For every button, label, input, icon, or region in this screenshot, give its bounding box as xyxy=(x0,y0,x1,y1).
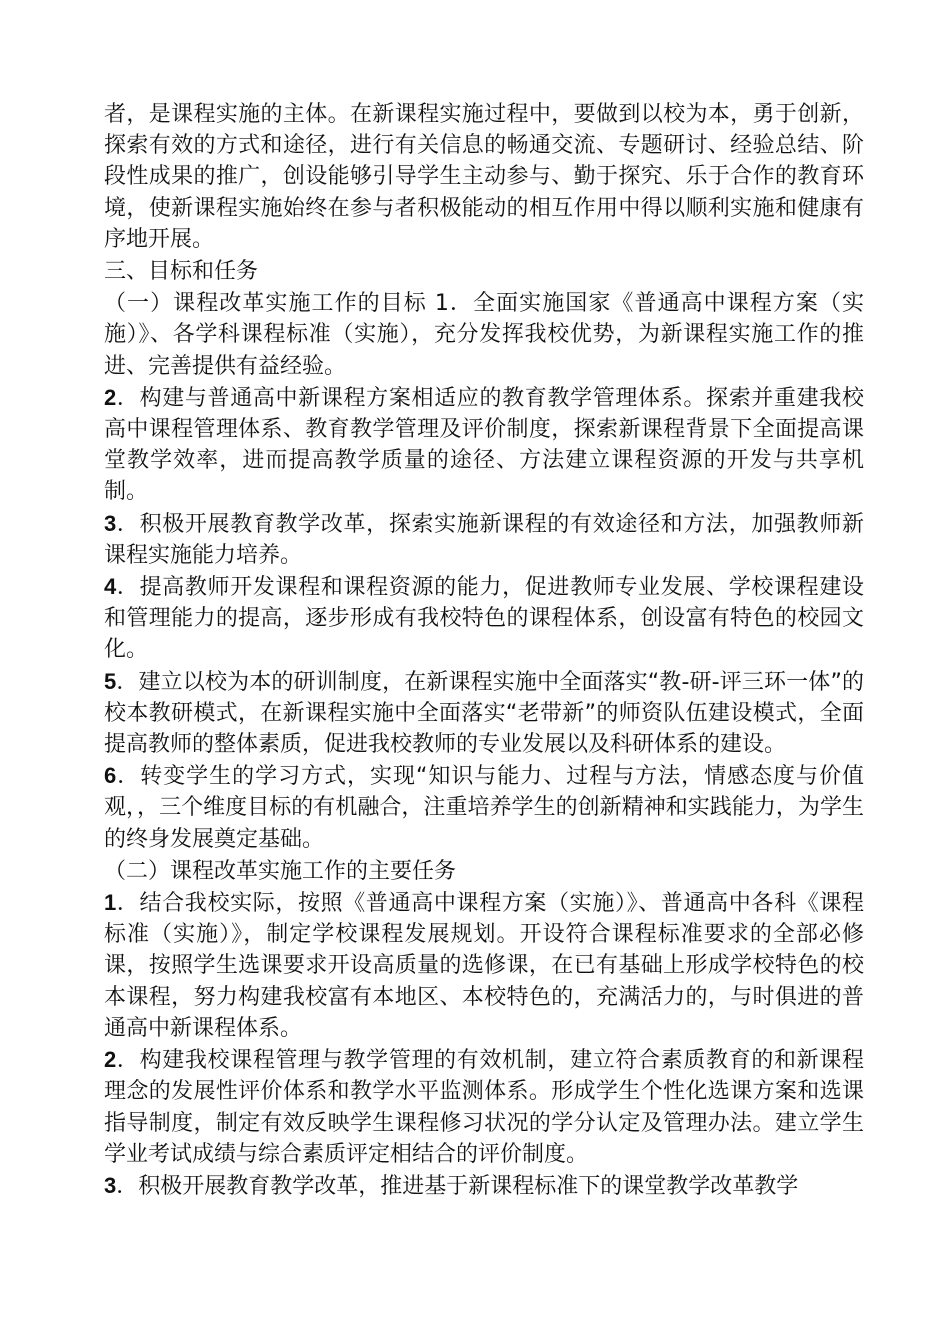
paragraph-text: ．转变学生的学习方式，实现“知识与能力、过程与方法，情感态度与价值观，，三个维度目标的有机融合，注重培养学生的创新精神和实践能力，为学生的终身发展奠定基础。 xyxy=(104,764,864,852)
paragraph-number: 3 xyxy=(104,510,117,536)
paragraph-text: ．积极开展教育教学改革，推进基于新课程标准下的课堂教学改革教学 xyxy=(116,1173,799,1199)
section-heading-goals-tasks xyxy=(104,255,864,287)
document-page xyxy=(104,98,864,1202)
goals-item-4 xyxy=(104,571,864,666)
paragraph-intro-continuation xyxy=(104,98,864,255)
paragraph-number: 2 xyxy=(104,1047,117,1073)
goals-item-6 xyxy=(104,760,864,855)
paragraph-number: 5 xyxy=(104,668,117,694)
paragraph-text: ．构建我校课程管理与教学管理的有效机制，建立符合素质教育的和新课程理念的发展性评价体系和教学水平监测体系。形成学生个性化选课方案和选课指导制度，制定有效反映学生课程修习状况的学分认定及管理办法。建立学生学业考试成绩与综合素质评定相结合的评价制度。 xyxy=(104,1048,864,1167)
paragraph-text: ．结合我校实际，按照《普通高中课程方案（实施）》、普通高中各科《课程标准（实施）》，制定学校课程发展规划。开设符合课程标准要求的全部必修课，按照学生选课要求开设高质量的选修课，在已有基础上形成学校特色的校本课程，努力构建我校富有本地区、本校特色的，充满活力的，与时俱进的普通高中新课程体系。 xyxy=(104,891,864,1041)
paragraph-number: 2 xyxy=(104,384,117,410)
paragraph-text: ．构建与普通高中新课程方案相适应的教育教学管理体系。探索并重建我校高中课程管理体系、教育教学管理及评价制度，探索新课程背景下全面提高课堂教学效率，进而提高教学质量的途径、方法建立课程资源的开发与共享机制。 xyxy=(104,385,864,505)
paragraph-text: 三、目标和任务 xyxy=(104,259,259,285)
paragraph-text: ．积极开展教育教学改革，探索实施新课程的有效途径和方法，加强教师新课程实施能力培养。 xyxy=(104,511,864,568)
subsection-heading-main-tasks xyxy=(104,855,864,887)
goals-item-3 xyxy=(104,508,864,571)
goals-item-2 xyxy=(104,382,864,508)
subsection-goals-item-1 xyxy=(104,287,864,382)
tasks-item-2 xyxy=(104,1044,864,1170)
goals-item-5 xyxy=(104,666,864,761)
paragraph-number: 1 xyxy=(104,890,117,916)
tasks-item-1 xyxy=(104,887,864,1044)
paragraph-text: （一）课程改革实施工作的目标 1．全面实施国家《普通高中课程方案（实施）》、各学科课程标准（实施），充分发挥我校优势，为新课程实施工作的推进、完善提供有益经验。 xyxy=(104,291,864,379)
paragraph-number: 3 xyxy=(104,1172,117,1198)
paragraph-text: 者，是课程实施的主体。在新课程实施过程中，要做到以校为本，勇于创新，探索有效的方式和途径，进行有关信息的畅通交流、专题研讨、经验总结、阶段性成果的推广，创设能够引导学生主动参与、勤于探究、乐于合作的教育环境，使新课程实施始终在参与者积极能动的相互作用中得以顺利实施和健康有序地开展。 xyxy=(104,102,864,252)
paragraph-text: ．提高教师开发课程和课程资源的能力，促进教师专业发展、学校课程建设和管理能力的提高，逐步形成有我校特色的课程体系，创设富有特色的校园文化。 xyxy=(104,575,864,663)
paragraph-text: （二）课程改革实施工作的主要任务 xyxy=(104,858,457,884)
tasks-item-3 xyxy=(104,1170,864,1202)
paragraph-text: ．建立以校为本的研训制度，在新课程实施中全面落实“教-研-评三环一体”的校本教研模式，在新课程实施中全面落实“老带新”的师资队伍建设模式，全面提高教师的整体素质，促进我校教师的专业发展以及科研体系的建设。 xyxy=(104,669,864,758)
paragraph-number: 6 xyxy=(104,763,117,789)
paragraph-number: 4 xyxy=(104,574,117,600)
